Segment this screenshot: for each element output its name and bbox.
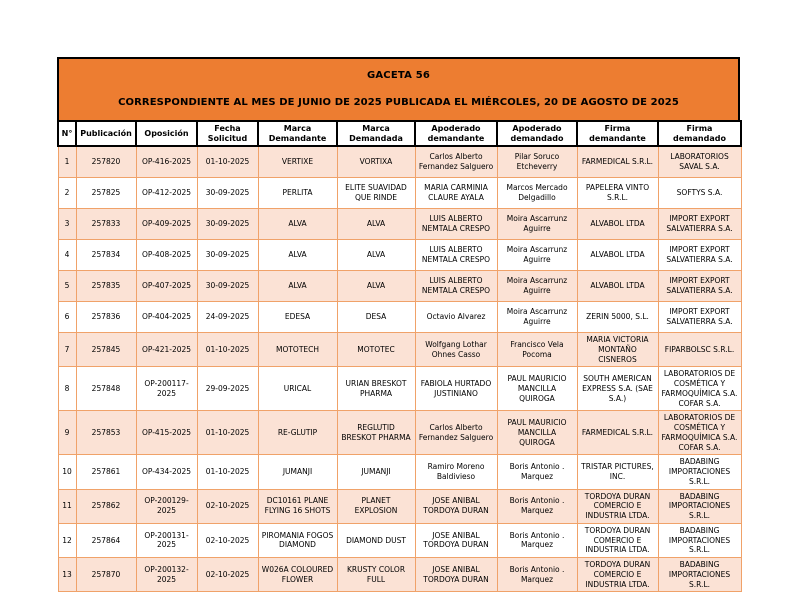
cell-publicacion: 257820 (76, 146, 136, 178)
cell-oposicion: OP-412-2025 (136, 178, 197, 209)
cell-apoderado_demandado: Marcos Mercado Delgadillo (497, 178, 577, 209)
cell-firma_demandado: IMPORT EXPORT SALVATIERRA S.A. (658, 240, 741, 271)
cell-marca_demandante: ALVA (258, 240, 337, 271)
cell-marca_demandada: ALVA (337, 271, 415, 302)
cell-firma_demandante: TORDOYA DURAN COMERCIO E INDUSTRIA LTDA. (577, 523, 658, 557)
cell-firma_demandado: BADABING IMPORTACIONES S.R.L. (658, 558, 741, 592)
cell-marca_demandada: REGLUTID BRESKOT PHARMA (337, 411, 415, 455)
cell-publicacion: 257848 (76, 367, 136, 411)
cell-firma_demandante: MARIA VICTORIA MONTAÑO CISNEROS (577, 333, 658, 367)
table-row (58, 367, 741, 411)
cell-apoderado_demandado: Moira Ascarrunz Aguirre (497, 209, 577, 240)
cell-marca_demandante: DC10161 PLANE FLYING 16 SHOTS (258, 489, 337, 523)
table-row (58, 333, 741, 367)
cell-publicacion: 257825 (76, 178, 136, 209)
cell-marca_demandada: KRUSTY COLOR FULL (337, 558, 415, 592)
cell-num: 5 (58, 271, 76, 302)
cell-fecha_solicitud: 02-10-2025 (197, 489, 258, 523)
cell-fecha_solicitud: 01-10-2025 (197, 333, 258, 367)
cell-firma_demandado: LABORATORIOS DE COSMÉTICA Y FARMOQUÍMICA S.A. COFAR S.A. (658, 411, 741, 455)
cell-apoderado_demandado: Boris Antonio . Marquez (497, 455, 577, 489)
cell-marca_demandada: ALVA (337, 209, 415, 240)
table-header (58, 121, 741, 146)
cell-apoderado_demandante: JOSE ANIBAL TORDOYA DURAN (415, 523, 497, 557)
column-header-publicacion: Publicación (76, 121, 136, 146)
cell-firma_demandado: IMPORT EXPORT SALVATIERRA S.A. (658, 302, 741, 333)
cell-marca_demandante: PIROMANIA FOGOS DIAMOND (258, 523, 337, 557)
title-block (57, 57, 740, 120)
table-row (58, 455, 741, 489)
cell-marca_demandante: PERLITA (258, 178, 337, 209)
cell-firma_demandante: ALVABOL LTDA (577, 209, 658, 240)
cell-marca_demandante: VERTIXE (258, 146, 337, 178)
cell-apoderado_demandante: Carlos Alberto Fernandez Salguero (415, 411, 497, 455)
cell-publicacion: 257835 (76, 271, 136, 302)
cell-marca_demandada: DESA (337, 302, 415, 333)
cell-apoderado_demandado: Francisco Vela Pocoma (497, 333, 577, 367)
cell-fecha_solicitud: 01-10-2025 (197, 411, 258, 455)
oppositions-table (57, 120, 742, 592)
cell-fecha_solicitud: 29-09-2025 (197, 367, 258, 411)
cell-fecha_solicitud: 30-09-2025 (197, 178, 258, 209)
cell-num: 10 (58, 455, 76, 489)
cell-apoderado_demandado: Moira Ascarrunz Aguirre (497, 271, 577, 302)
cell-publicacion: 257862 (76, 489, 136, 523)
cell-publicacion: 257836 (76, 302, 136, 333)
cell-num: 11 (58, 489, 76, 523)
table-row (58, 271, 741, 302)
cell-num: 12 (58, 523, 76, 557)
cell-fecha_solicitud: 01-10-2025 (197, 455, 258, 489)
cell-num: 8 (58, 367, 76, 411)
cell-firma_demandado: IMPORT EXPORT SALVATIERRA S.A. (658, 271, 741, 302)
cell-num: 13 (58, 558, 76, 592)
cell-marca_demandada: JUMANJI (337, 455, 415, 489)
cell-firma_demandante: ZERIN 5000, S.L. (577, 302, 658, 333)
table-row (58, 411, 741, 455)
cell-fecha_solicitud: 02-10-2025 (197, 523, 258, 557)
cell-oposicion: OP-404-2025 (136, 302, 197, 333)
cell-oposicion: OP-200117-2025 (136, 367, 197, 411)
cell-num: 3 (58, 209, 76, 240)
cell-firma_demandante: TORDOYA DURAN COMERCIO E INDUSTRIA LTDA. (577, 558, 658, 592)
cell-apoderado_demandante: MARIA CARMINIA CLAURE AYALA (415, 178, 497, 209)
table-row (58, 489, 741, 523)
cell-marca_demandante: RE-GLUTIP (258, 411, 337, 455)
cell-firma_demandante: TORDOYA DURAN COMERCIO E INDUSTRIA LTDA. (577, 489, 658, 523)
cell-firma_demandado: FIPARBOLSC S.R.L. (658, 333, 741, 367)
cell-apoderado_demandante: LUIS ALBERTO NEMTALA CRESPO (415, 209, 497, 240)
cell-publicacion: 257861 (76, 455, 136, 489)
cell-marca_demandante: MOTOTECH (258, 333, 337, 367)
cell-publicacion: 257834 (76, 240, 136, 271)
cell-firma_demandante: FARMEDICAL S.R.L. (577, 146, 658, 178)
cell-marca_demandada: DIAMOND DUST (337, 523, 415, 557)
cell-firma_demandante: SOUTH AMERICAN EXPRESS S.A. (SAE S.A.) (577, 367, 658, 411)
gaceta-document (57, 57, 740, 592)
cell-marca_demandada: ALVA (337, 240, 415, 271)
cell-oposicion: OP-416-2025 (136, 146, 197, 178)
cell-oposicion: OP-200129-2025 (136, 489, 197, 523)
cell-marca_demandada: ELITE SUAVIDAD QUE RINDE (337, 178, 415, 209)
cell-firma_demandado: BADABING IMPORTACIONES S.R.L. (658, 489, 741, 523)
cell-fecha_solicitud: 24-09-2025 (197, 302, 258, 333)
cell-publicacion: 257845 (76, 333, 136, 367)
cell-firma_demandado: SOFTYS S.A. (658, 178, 741, 209)
table-row (58, 146, 741, 178)
cell-firma_demandante: ALVABOL LTDA (577, 271, 658, 302)
gaceta-subtitle: CORRESPONDIENTE AL MES DE JUNIO DE 2025 PUBLICADA EL MIÉRCOLES, 20 DE AGOSTO DE 2025 (118, 97, 679, 108)
cell-publicacion: 257833 (76, 209, 136, 240)
table-row (58, 558, 741, 592)
column-header-apoderado_demandante: Apoderado demandante (415, 121, 497, 146)
cell-publicacion: 257864 (76, 523, 136, 557)
cell-marca_demandante: EDESA (258, 302, 337, 333)
cell-oposicion: OP-200131-2025 (136, 523, 197, 557)
column-header-oposicion: Oposición (136, 121, 197, 146)
cell-apoderado_demandado: Boris Antonio . Marquez (497, 489, 577, 523)
cell-oposicion: OP-409-2025 (136, 209, 197, 240)
column-header-firma_demandado: Firma demandado (658, 121, 741, 146)
gaceta-title: GACETA 56 (366, 70, 431, 81)
cell-oposicion: OP-434-2025 (136, 455, 197, 489)
column-header-fecha_solicitud: Fecha Solicitud (197, 121, 258, 146)
cell-firma_demandado: BADABING IMPORTACIONES S.R.L. (658, 523, 741, 557)
table-body (58, 146, 741, 592)
cell-apoderado_demandado: PAUL MAURICIO MANCILLA QUIROGA (497, 411, 577, 455)
cell-apoderado_demandante: LUIS ALBERTO NEMTALA CRESPO (415, 271, 497, 302)
cell-marca_demandada: PLANET EXPLOSION (337, 489, 415, 523)
table-row (58, 302, 741, 333)
cell-apoderado_demandado: Boris Antonio . Marquez (497, 558, 577, 592)
cell-apoderado_demandante: JOSE ANIBAL TORDOYA DURAN (415, 489, 497, 523)
cell-num: 4 (58, 240, 76, 271)
cell-firma_demandado: LABORATORIOS SAVAL S.A. (658, 146, 741, 178)
cell-fecha_solicitud: 01-10-2025 (197, 146, 258, 178)
cell-num: 9 (58, 411, 76, 455)
cell-oposicion: OP-415-2025 (136, 411, 197, 455)
cell-apoderado_demandante: Ramiro Moreno Baldivieso (415, 455, 497, 489)
cell-num: 1 (58, 146, 76, 178)
cell-apoderado_demandante: LUIS ALBERTO NEMTALA CRESPO (415, 240, 497, 271)
table-row (58, 209, 741, 240)
cell-oposicion: OP-421-2025 (136, 333, 197, 367)
cell-marca_demandante: ALVA (258, 271, 337, 302)
cell-apoderado_demandado: PAUL MAURICIO MANCILLA QUIROGA (497, 367, 577, 411)
cell-fecha_solicitud: 30-09-2025 (197, 209, 258, 240)
cell-apoderado_demandado: Moira Ascarrunz Aguirre (497, 302, 577, 333)
cell-marca_demandada: URIAN BRESKOT PHARMA (337, 367, 415, 411)
cell-firma_demandante: ALVABOL LTDA (577, 240, 658, 271)
cell-apoderado_demandante: Octavio Alvarez (415, 302, 497, 333)
cell-apoderado_demandante: Wolfgang Lothar Ohnes Casso (415, 333, 497, 367)
cell-fecha_solicitud: 30-09-2025 (197, 271, 258, 302)
column-header-num: N° (58, 121, 76, 146)
cell-publicacion: 257853 (76, 411, 136, 455)
column-header-marca_demandante: Marca Demandante (258, 121, 337, 146)
cell-firma_demandante: PAPELERA VINTO S.R.L. (577, 178, 658, 209)
cell-oposicion: OP-407-2025 (136, 271, 197, 302)
cell-marca_demandante: W026A COLOURED FLOWER (258, 558, 337, 592)
cell-num: 2 (58, 178, 76, 209)
cell-marca_demandada: VORTIXA (337, 146, 415, 178)
cell-marca_demandada: MOTOTEC (337, 333, 415, 367)
cell-fecha_solicitud: 02-10-2025 (197, 558, 258, 592)
column-header-firma_demandante: Firma demandante (577, 121, 658, 146)
cell-fecha_solicitud: 30-09-2025 (197, 240, 258, 271)
cell-oposicion: OP-408-2025 (136, 240, 197, 271)
cell-apoderado_demandante: FABIOLA HURTADO JUSTINIANO (415, 367, 497, 411)
table-header-row (58, 121, 741, 146)
column-header-apoderado_demandado: Apoderado demandado (497, 121, 577, 146)
cell-num: 6 (58, 302, 76, 333)
table-row (58, 178, 741, 209)
cell-apoderado_demandado: Moira Ascarrunz Aguirre (497, 240, 577, 271)
column-header-marca_demandada: Marca Demandada (337, 121, 415, 146)
cell-marca_demandante: ALVA (258, 209, 337, 240)
cell-firma_demandante: TRISTAR PICTURES, INC. (577, 455, 658, 489)
cell-oposicion: OP-200132-2025 (136, 558, 197, 592)
cell-publicacion: 257870 (76, 558, 136, 592)
cell-marca_demandante: URICAL (258, 367, 337, 411)
cell-firma_demandante: FARMEDICAL S.R.L. (577, 411, 658, 455)
cell-firma_demandado: LABORATORIOS DE COSMÉTICA Y FARMOQUÍMICA S.A. COFAR S.A. (658, 367, 741, 411)
cell-num: 7 (58, 333, 76, 367)
cell-apoderado_demandado: Pilar Soruco Etcheverry (497, 146, 577, 178)
table-row (58, 523, 741, 557)
cell-firma_demandado: BADABING IMPORTACIONES S.R.L. (658, 455, 741, 489)
cell-apoderado_demandado: Boris Antonio . Marquez (497, 523, 577, 557)
table-row (58, 240, 741, 271)
cell-firma_demandado: IMPORT EXPORT SALVATIERRA S.A. (658, 209, 741, 240)
cell-marca_demandante: JUMANJI (258, 455, 337, 489)
cell-apoderado_demandante: JOSE ANIBAL TORDOYA DURAN (415, 558, 497, 592)
cell-apoderado_demandante: Carlos Alberto Fernandez Salguero (415, 146, 497, 178)
